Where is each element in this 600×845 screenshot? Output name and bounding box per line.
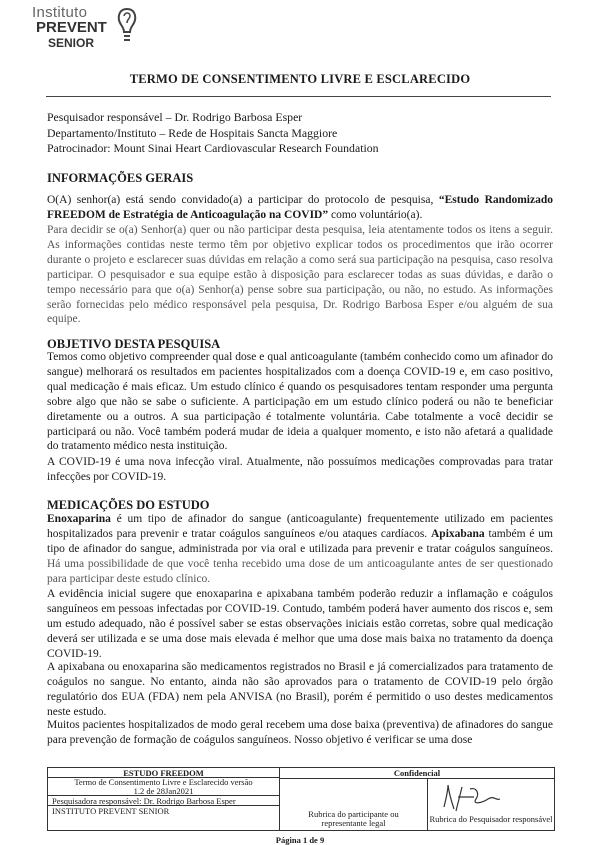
objective-body: Temos como objetivo compreender qual dose e qual anticoagulante (também conhecido como um afinador do sangue) melhorará os resultados em pacientes hospitalizados com a doença COVID-19 e, em caso positivo, qual medicação é mais eficaz. Um estudo clínico é quando os pesquisadores tentam responder uma pergunta sobre algo que não se sabe o suficiente. A participação em um estudo clínico poderá ou não te beneficiar diretamente ou a outros. A sua participação é totalmente voluntária. Cabe totalmente a você decidir se participará ou não. Você também poderá mudar de ideia a qualquer momento, e isto não afetará a qualidade do tratamento médico nesta instituição. bbox=[47, 351, 553, 453]
section-heading-medications: MEDICAÇÕES DO ESTUDO bbox=[47, 498, 210, 512]
section-heading-objective: OBJETIVO DESTA PESQUISA bbox=[47, 337, 221, 351]
footer-institute: INSTITUTO PREVENT SENIOR bbox=[48, 806, 280, 830]
document-title: TERMO DE CONSENTIMENTO LIVRE E ESCLARECIDO bbox=[129, 72, 471, 86]
researcher-line: Pesquisador responsável – Dr. Rodrigo Barbosa Esper bbox=[47, 110, 303, 124]
sponsor-line: Patrocinador: Mount Sinai Heart Cardiovascular Research Foundation bbox=[47, 141, 379, 155]
enoxaparin-term: Enoxaparina bbox=[47, 513, 111, 525]
enoxaparin-text: é um tipo de afinador do sangue (anticoagulante) frequentemente utilizado em pacientes hospitalizados para prevenir e tratar coágulos sanguíneos e/ou ataques cardíacos. bbox=[47, 513, 553, 540]
medications-p4: Muitos pacientes hospitalizados de modo geral recebem uma dose baixa (preventiva) de afinadores do sangue para prevenção de formação de coágulos sanguíneos. Nosso objetivo é verificar se uma dose bbox=[47, 719, 553, 746]
researcher-signature-box bbox=[428, 778, 554, 830]
page-number: Página 1 de 9 bbox=[275, 835, 325, 845]
general-body: Para decidir se o(a) Senhor(a) quer ou não participar desta pesquisa, leia atentamente todos os itens a seguir. As informações contidas neste termo têm por objetivo explicar todos os procedimentos que irão ocorrer durante o projeto e esclarecer suas dúvidas em relação a como será sua participação na pesquisa, caso resolva participar. O pesquisador e sua equipe estão à disposição para esclarecer todas as suas dúvidas, e darão o tempo necessário para que o(a) Senhor(a) pense sobre sua participação, ou não, no estudo. As informações serão fornecidas pelo médico responsável pela pesquisa, Dr. Rodrigo Barbosa Esper e/ou alguém de sua equipe. bbox=[47, 224, 553, 326]
apixaban-text: também é um tipo de afinador do sangue, administrada por via oral e utilizada para prevenir e tratar coágulos sanguíneos. bbox=[47, 527, 553, 555]
objective-body-covid: A COVID-19 é uma nova infecção viral. Atualmente, não possuímos medicações comprovadas para tratar infecções por COVID-19. bbox=[47, 456, 553, 483]
footer-version: Termo de Consentimento Livre e Esclarecido versão 1.2 de 28Jan2021 bbox=[48, 778, 280, 796]
logo-line-3: SENIOR bbox=[48, 36, 95, 50]
footer-researcher: Pesquisadora responsável: Dr. Rodrigo Barbosa Esper bbox=[48, 796, 280, 806]
section-heading-general: INFORMAÇÕES GERAIS bbox=[47, 171, 194, 185]
logo-line-2: PREVENT bbox=[36, 19, 107, 36]
intro-text: O(A) senhor(a) está sendo convidado(a) a participar do protocolo de pesquisa, bbox=[47, 194, 439, 206]
apixaban-term: Apixabana bbox=[431, 527, 485, 540]
footer-table bbox=[47, 767, 555, 831]
researcher-signature-label: Rubrica do Pesquisador responsável bbox=[429, 814, 553, 824]
department-line: Departamento/Instituto – Rede de Hospitais Sancta Maggiore bbox=[47, 125, 338, 140]
footer-confidential: Confidencial bbox=[393, 768, 441, 778]
footer-study: ESTUDO FREEDOM bbox=[48, 768, 280, 778]
participant-signature-label: Rubrica do participante ou representante legal bbox=[308, 809, 399, 828]
title-divider bbox=[46, 96, 551, 97]
participant-signature-box bbox=[280, 778, 428, 830]
possibility-text: Há uma possibilidade de que você tenha recebido uma dose de um anticoagulante antes de ser questionado para participar deste estudo clínico. bbox=[47, 557, 553, 585]
medications-p2: A evidência inicial sugere que enoxaparina e apixabana também poderão reduzir a inflamação e coágulos sanguíneos em pessoas infectadas por COVID-19. Contudo, também poderá haver aumento dos riscos e, sem um estudo adequado, não é possível saber se estas observações iniciais estão corretas, sobre qual medicação deverá ser utilizada e se uma dose mais elevada é melhor que uma dose mais baixa no tratamento da doença COVID-19. bbox=[47, 588, 553, 660]
study-header bbox=[47, 110, 379, 157]
general-intro bbox=[47, 193, 553, 223]
intro-text-end: como voluntário(a). bbox=[328, 208, 423, 221]
lightbulb-icon bbox=[116, 6, 138, 50]
medications-p3: A apixabana ou enoxaparina são medicamentos registrados no Brasil e já comercializados para tratamento de coágulos no sangue. No entanto, ainda não são aprovados para o tratamento de COVID-19 pelo órgão regulatório dos EUA (FDA) nem pela ANVISA (no Brasil), porém é permitido o uso destes medicamentos neste estudo. bbox=[47, 661, 553, 718]
institute-logo bbox=[30, 4, 140, 54]
logo-line-1: Instituto bbox=[32, 4, 88, 21]
handwritten-initials-signature bbox=[436, 781, 506, 813]
study-name: “Estudo Randomizado FREEDOM de Estratégia de Anticoagulação na COVID” bbox=[47, 194, 554, 221]
medications-p1 bbox=[47, 512, 553, 587]
